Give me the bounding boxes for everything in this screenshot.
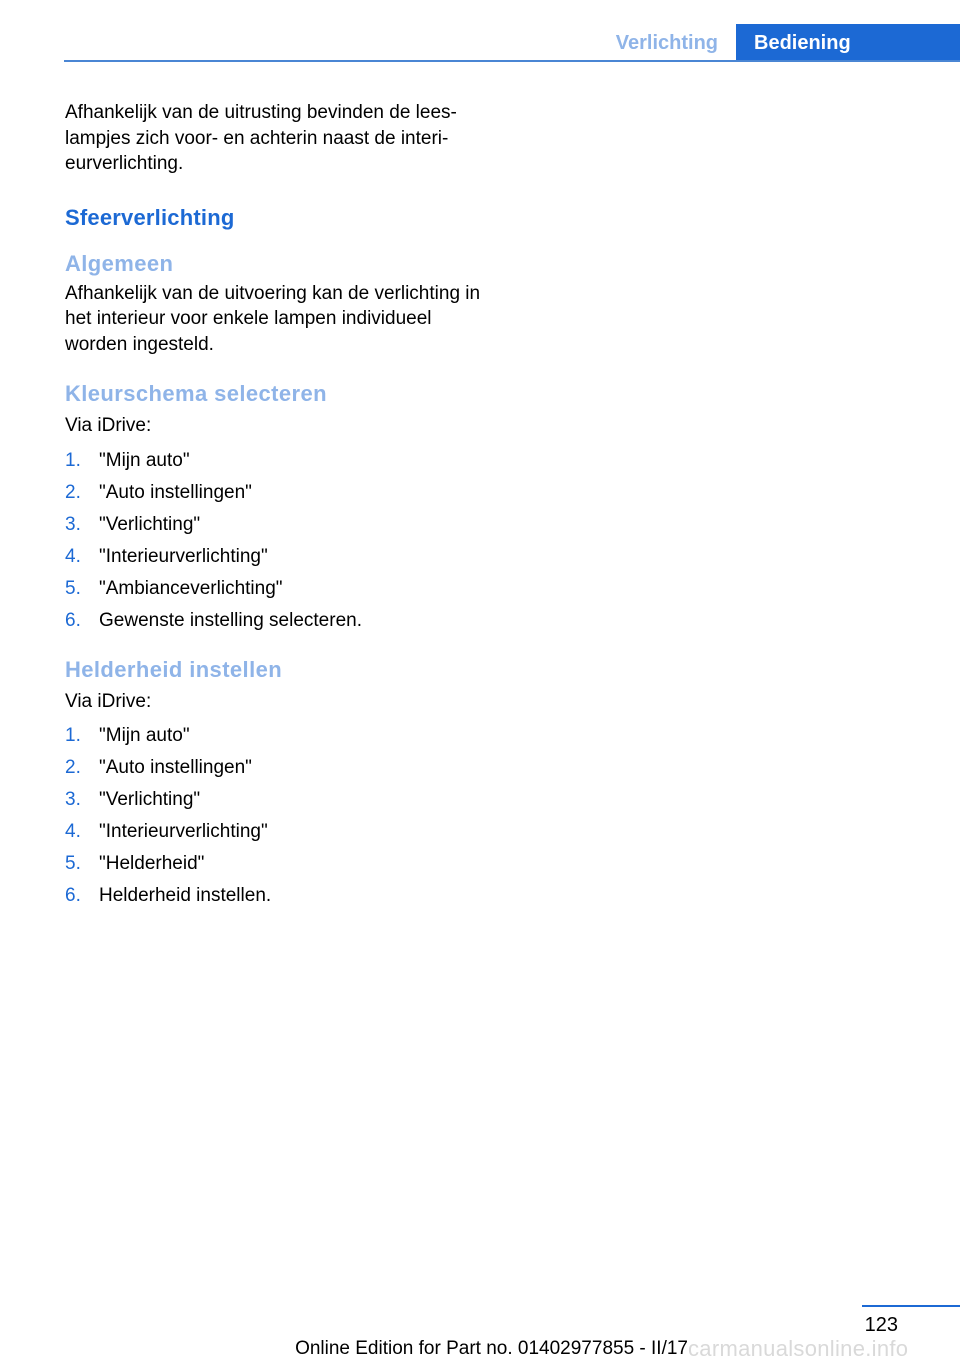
list-item xyxy=(65,573,485,605)
step-number: 2. xyxy=(65,481,81,503)
page-content xyxy=(65,100,485,912)
color-scheme-steps xyxy=(65,445,485,637)
general-paragraph: Afhankelijk van de uitvoering kan de verlichting in het interieur voor enkele lampen individueel worden ingesteld. xyxy=(65,282,481,355)
list-item xyxy=(65,477,485,509)
list-item xyxy=(65,509,485,541)
list-item xyxy=(65,752,485,784)
brightness-via: Via iDrive: xyxy=(65,690,152,712)
step-text: "Mijn auto" xyxy=(99,449,190,471)
step-text: "Auto instellingen" xyxy=(99,481,252,503)
intro-paragraph: Afhankelijk van de uitrusting bevinden de leeslampjes zich voor- en achterin naast de interieurverlichting. xyxy=(65,102,457,174)
list-item xyxy=(65,880,485,912)
page-header xyxy=(0,0,960,62)
step-number: 1. xyxy=(65,725,81,746)
general-heading: Algemeen xyxy=(65,250,174,276)
list-item xyxy=(65,848,485,880)
step-text: Helderheid instellen. xyxy=(99,885,272,906)
list-item xyxy=(65,541,485,573)
brightness-heading: Helderheid instellen xyxy=(65,656,283,682)
step-text: "Auto instellingen" xyxy=(99,757,252,778)
header-section-label: Verlichting xyxy=(615,32,718,54)
step-number: 4. xyxy=(65,821,81,842)
step-number: 5. xyxy=(65,853,81,874)
step-text: "Ambianceverlichting" xyxy=(99,577,283,599)
step-text: "Interieurverlichting" xyxy=(99,821,268,842)
color-scheme-heading: Kleurschema selecteren xyxy=(65,381,327,406)
step-number: 2. xyxy=(65,757,81,778)
list-item xyxy=(65,605,485,637)
header-rule xyxy=(64,60,960,62)
step-text: "Interieurverlichting" xyxy=(99,545,268,567)
step-text: "Mijn auto" xyxy=(99,725,190,746)
color-scheme-via: Via iDrive: xyxy=(65,415,152,436)
list-item xyxy=(65,816,485,848)
step-number: 3. xyxy=(65,513,81,535)
brightness-steps xyxy=(65,720,485,912)
step-text: "Verlichting" xyxy=(99,513,201,535)
list-item xyxy=(65,445,485,477)
footer-rule xyxy=(862,1305,960,1307)
list-item xyxy=(65,720,485,752)
step-number: 4. xyxy=(65,545,81,567)
header-chapter-tab: Bediening xyxy=(736,24,960,62)
step-number: 5. xyxy=(65,577,81,599)
step-number: 6. xyxy=(65,609,81,631)
watermark: carmanualsonline.info xyxy=(688,1336,909,1361)
section-title: Sfeerverlichting xyxy=(65,204,235,230)
edition-note: Online Edition for Part no. 01402977855 - II/17 xyxy=(295,1338,688,1359)
step-text: Gewenste instelling selecteren. xyxy=(99,609,362,631)
step-number: 3. xyxy=(65,789,81,810)
page-number: 123 xyxy=(864,1314,898,1336)
step-text: "Helderheid" xyxy=(99,853,205,874)
list-item xyxy=(65,784,485,816)
step-text: "Verlichting" xyxy=(99,789,201,810)
step-number: 1. xyxy=(65,449,81,471)
step-number: 6. xyxy=(65,885,81,906)
